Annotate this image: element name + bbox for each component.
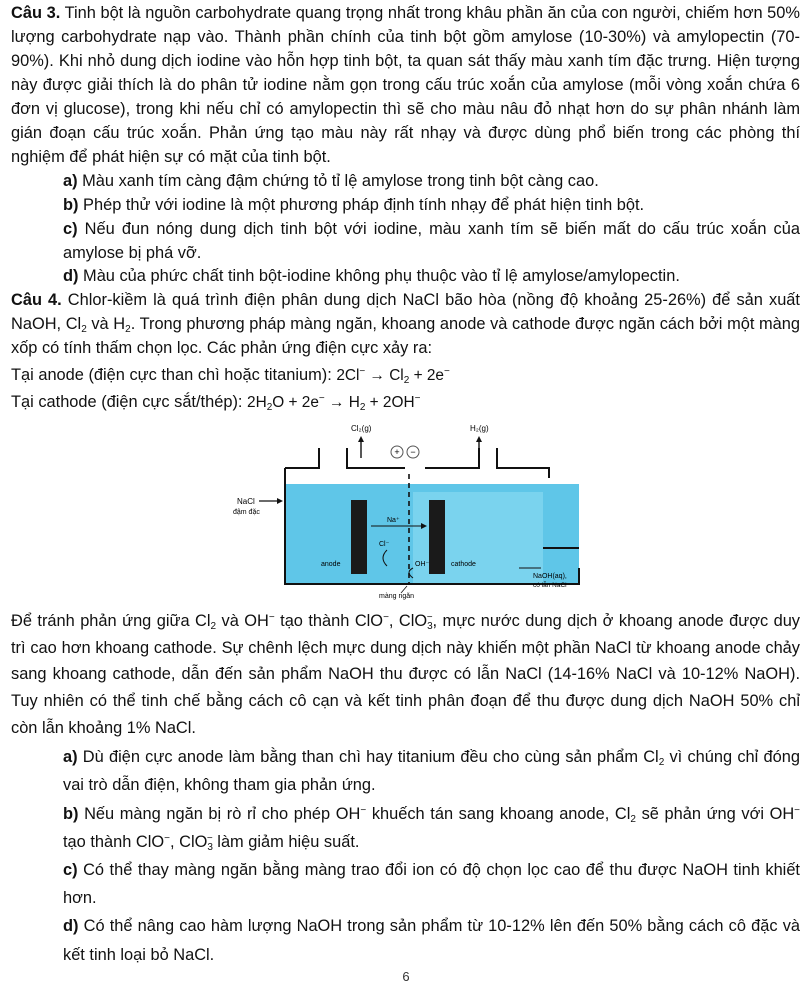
cathode-label: cathode [451, 561, 476, 569]
membrane-label: màng ngăn [379, 593, 415, 601]
para-text: , mực nước dung dịch ở khoang anode được duy trì cao hơn khoang cathode. Sự chênh lệch mực dung dịch này khiến một phần NaCl từ khoang anode chảy sang khoang cathode, dẫn đến sản phẩm NaOH thu được có lẫn NaCl (14-16% NaCl và 10-12% NaOH). Tuy nhiên có thể tinh chế bằng cách cô cạn và kết tinh phân đoạn để thu được dung dịch NaOH 50% chỉ còn lẫn khoảng 1% NaCl. [11, 612, 801, 737]
question-4-text: Chlor-kiềm là quá trình điện phân dung dịch NaCl bão hòa (nồng độ khoảng 25-26%) để sản xuất NaOH, Cl [11, 291, 800, 334]
electrolysis-figure [11, 418, 800, 608]
option-label: c) [63, 219, 78, 238]
option-label: a) [63, 748, 78, 767]
question-4-text: . Trong phương pháp màng ngăn, khoang anode và cathode được ngăn cách bởi một màng xốp có tính thấm chọn lọc. Các phản ứng điện cực xảy ra: [11, 315, 801, 358]
tank-top-left [285, 448, 319, 468]
cathode-reaction: Tại cathode (điện cực sắt/thép): $2H_2O + 2e^- \to H_2 + 2OH^-$ [11, 393, 421, 414]
na-ion-label: Na⁺ [387, 517, 400, 525]
q4-option-b: b) Nếu màng ngăn bị rò rỉ cho phép OH− khuếch tán sang khoang anode, $Cl_2$ sẽ phản ứng với OH− tạo thành ClO−, ClO$_3$− làm giảm hiệu suất. [63, 804, 801, 853]
cathode-reaction-label: Tại cathode (điện cực sắt/thép): [11, 393, 248, 412]
option-label: d) [63, 267, 79, 286]
q4-option-d [11, 912, 800, 968]
option-text: Màu của phức chất tinh bột-iodine không phụ thuộc vào tỉ lệ amylose/amylopectin. [78, 267, 680, 286]
anode-electrode [351, 500, 367, 574]
option-text: sẽ phản ứng với [635, 804, 770, 823]
option-text: Có thể thay màng ngăn bằng màng trao đổi ion có độ chọn lọc cao để thu được NaOH tinh khiết hơn. [63, 860, 800, 908]
question-3-text: Tinh bột là nguồn carbohydrate quang trọng nhất trong khâu phần ăn của con người, chiếm hơn 50% lượng carbohydrate nạp vào. Thành phần chính của tinh bột gồm amylose (10-30%) và amylopectin (70-90%). Khi nhỏ dung dịch iodine vào hỗn hợp tinh bột, ta quan sát thấy màu xanh tím đặc trưng. Hiện tượng này được giải thích là do phân tử iodine nằm gọn trong cấu trúc xoắn của amylose (mỗi vòng xoắn chứa 6 đơn vị glucose), trong khi nếu chỉ có amylopectin thì sẽ cho màu nâu đỏ nhạt hơn do sự phân nhánh làm gián đoạn cấu trúc xoắn. Phản ứng tạo màu này rất nhạy và được dùng phổ biến trong các phòng thí nghiệm để phát hiện sự có mặt của tinh bột. [11, 4, 800, 166]
option-label: d) [63, 917, 79, 936]
option-text: Dù điện cực anode làm bằng than chì hay titanium đều cho cùng sản phẩm Cl [77, 748, 659, 767]
nacl-label: NaCl [237, 497, 255, 507]
q4-option-a: a) Dù điện cực anode làm bằng than chì hay titanium đều cho cùng sản phẩm $Cl_2$ vì chúng chỉ đóng vai trò dẫn điện, không tham gia phản ứng. [63, 748, 800, 795]
tank-top-right [425, 448, 479, 468]
q4-option-c [11, 856, 800, 912]
option-text: Nếu màng ngăn bị rò rỉ cho phép [78, 804, 336, 823]
q3-option-d [11, 265, 800, 289]
naoh-mix-label: có lẫn NaCl [533, 582, 567, 590]
option-text: Màu xanh tím càng đậm chứng tỏ tỉ lệ amylose trong tinh bột càng cao. [77, 171, 599, 190]
electrolysis-diagram [229, 418, 589, 606]
anode-reaction-label: Tại anode (điện cực than chì hoặc titanium): [11, 366, 337, 385]
question-3-label: Câu 3. [11, 4, 61, 22]
cl-ion-label: Cl⁻ [379, 541, 390, 549]
question-4-label: Câu 4. [11, 291, 62, 310]
q3-option-b [11, 194, 800, 218]
minus-sign: − [410, 447, 416, 458]
option-text: Phép thử với iodine là một phương pháp định tính nhạy để phát hiện tinh bột. [78, 195, 645, 214]
option-label: b) [63, 195, 79, 214]
question-4-text: và H [86, 315, 126, 334]
page-number: 6 [402, 969, 410, 981]
oh-ion-label: OH⁻ [415, 561, 430, 569]
anode-reaction: Tại anode (điện cực than chì hoặc titanium): $2Cl^- \to Cl_2 + 2e^-$ [11, 366, 450, 387]
anode-label: anode [321, 561, 341, 569]
nacl-conc-label: đậm đặc [233, 509, 260, 517]
q3-option-a [11, 170, 800, 194]
option-text: Nếu đun nóng dung dịch tinh bột với iodine, màu xanh tím sẽ biến mất do cấu trúc xoắn của amylose bị phá vỡ. [63, 219, 800, 262]
question-4: Câu 4. Chlor-kiềm là quá trình điện phân dung dịch NaCl bão hòa (nồng độ khoảng 25-26%) để sản xuất NaOH, $Cl_2$ và $H_2$. Trong phương pháp màng ngăn, khoang anode và cathode được ngăn cách bởi một màng xốp có tính thấm chọn lọc. Các phản ứng điện cực xảy ra: [11, 291, 801, 358]
question-3 [11, 2, 800, 170]
option-text: tạo thành [63, 832, 136, 851]
para-text: Để tránh phản ứng giữa Cl [11, 612, 211, 631]
option-text: vì chúng chỉ đóng vai trò dẫn điện, không tham gia phản ứng. [63, 748, 800, 795]
plus-sign: + [394, 447, 400, 458]
para-text: tạo thành [274, 612, 355, 631]
cathode-electrode [429, 500, 445, 574]
option-label: a) [63, 171, 78, 190]
q3-option-c [11, 218, 800, 266]
option-label: c) [63, 860, 78, 879]
tank-top-right2 [497, 448, 549, 478]
para-text: và OH [216, 612, 269, 631]
question-4-paragraph-2: Để tránh phản ứng giữa $Cl_2$ và OH− tạo thành ClO−, ClO$_3$−, mực nước dung dịch ở khoang anode được duy trì cao hơn khoang cathode. Sự chênh lệch mực dung dịch này khiến một phần NaCl từ khoang anode chảy sang khoang cathode, dẫn đến sản phẩm NaOH thu được có lẫn NaCl (14-16% NaCl và 10-12% NaOH). Tuy nhiên có thể tinh chế bằng cách cô cạn và kết tinh phân đoạn để thu được dung dịch NaOH 50% chỉ còn lẫn khoảng 1% NaCl. [11, 612, 801, 737]
option-text: khuếch tán sang khoang anode, Cl [366, 804, 631, 823]
h2-label: H₂(g) [470, 424, 489, 434]
option-label: b) [63, 804, 79, 823]
cl2-label: Cl₂(g) [351, 424, 372, 434]
option-text: Có thể nâng cao hàm lượng NaOH trong sản phẩm từ 10-12% lên đến 50% bằng cách cô đặc và kết tinh loại bỏ NaCl. [63, 917, 800, 964]
naoh-label: NaOH(aq), [533, 573, 567, 581]
option-text: làm giảm hiệu suất. [212, 832, 360, 851]
